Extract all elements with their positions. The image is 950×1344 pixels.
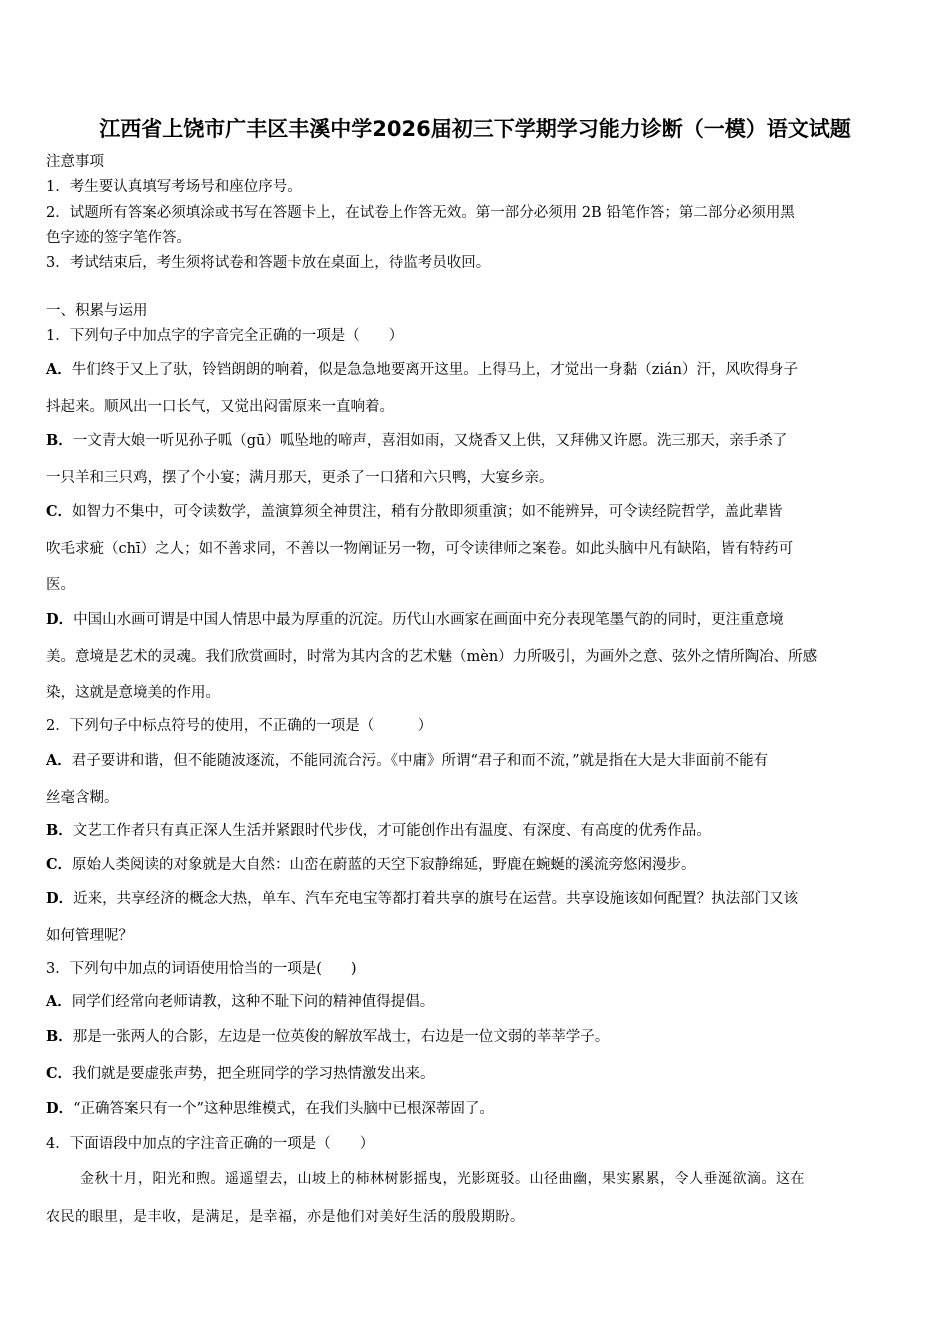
- q2-option-c: [46, 855, 906, 875]
- q2-option-b: [46, 821, 906, 841]
- option-text: 如智力不集中，可令读数学，盖演算须全神贯注，稍有分散即须重演；如不能辨异，可令读经院哲学，盖此辈皆: [72, 504, 783, 520]
- option-label: D．: [46, 890, 74, 907]
- q1-option-c-cont: 吹毛求疵（chī）之人；如不善求同，不善以一物阐证另一物，可令读律师之案卷。如此头脑中凡有缺陷，皆有特药可: [46, 541, 794, 557]
- q3-option-a: [46, 992, 906, 1012]
- q3-option-d: [46, 1099, 906, 1119]
- notice-item: 色字迹的签字笔作答。: [46, 230, 191, 246]
- notice-item: 1．考生要认真填写考场号和座位序号。: [46, 179, 302, 195]
- option-label: B．: [46, 822, 73, 839]
- notice-item: 2．试题所有答案必须填涂或书写在答题卡上，在试卷上作答无效。第一部分必须用 2B 铅笔作答；第二部分必须用黑: [46, 205, 795, 221]
- option-label: D．: [46, 1100, 74, 1117]
- question-1-stem: 1．下列句子中加点字的字音完全正确的一项是（ ）: [46, 328, 404, 344]
- q2-option-a: [46, 751, 906, 771]
- q1-option-b-cont: 一只羊和三只鸡，摆了个小宴；满月那天，更杀了一口猪和六只鸭，大宴乡亲。: [46, 470, 554, 486]
- q1-option-d-cont: 染，这就是意境美的作用。: [46, 685, 220, 701]
- q2-option-d-cont: 如何管理呢？: [46, 928, 133, 944]
- q1-option-d: [46, 610, 906, 630]
- question-3-stem: 3．下列句中加点的词语使用恰当的一项是( ): [46, 961, 357, 977]
- section-heading: 一、积累与运用: [46, 303, 148, 319]
- option-label: C．: [46, 856, 73, 873]
- q1-option-d-cont: 美。意境是艺术的灵魂。我们欣赏画时，时常为其内含的艺术魅（mèn）力所吸引，为画外之意、弦外之情所陶冶、所感: [46, 649, 818, 665]
- option-text: 我们就是要虚张声势，把全班同学的学习热情激发出来。: [72, 1066, 435, 1082]
- option-label: C．: [46, 1065, 73, 1082]
- q4-passage: 金秋十月，阳光和煦。遥遥望去，山坡上的柿林树影摇曳，光影斑驳。山径曲幽，果实累累，令人垂涎欲滴。这在: [80, 1171, 805, 1187]
- option-text: 一文青大娘一听见孙子呱（gū）呱坠地的啼声，喜泪如雨，又烧香又上供，又拜佛又许愿。洗三那天，亲手杀了: [72, 433, 788, 449]
- option-text: 原始人类阅读的对象就是大自然：山峦在蔚蓝的天空下寂静绵延，野鹿在蜿蜒的溪流旁悠闲漫步。: [72, 857, 696, 873]
- option-text: 那是一张两人的合影，左边是一位英俊的解放军战士，右边是一位文弱的莘莘学子。: [72, 1029, 610, 1045]
- q1-option-b: [46, 431, 906, 451]
- option-text: 君子要讲和谐，但不能随波逐流，不能同流合污。《中庸》所谓“君子和而不流，”就是指在大是大非面前不能有: [71, 753, 769, 769]
- option-label: A．: [46, 361, 72, 378]
- option-label: D．: [46, 611, 74, 628]
- question-4-stem: 4．下面语段中加点的字注音正确的一项是（ ）: [46, 1136, 375, 1152]
- question-2-stem: 2．下列句子中标点符号的使用，不正确的一项是（ ）: [46, 718, 433, 734]
- option-label: A．: [46, 993, 72, 1010]
- option-text: 同学们经常向老师请教，这种不耻下问的精神值得提倡。: [71, 994, 435, 1010]
- page-title: 江西省上饶市广丰区丰溪中学2026届初三下学期学习能力诊断（一模）语文试题: [99, 117, 851, 141]
- q1-option-c-cont: 医。: [46, 577, 75, 593]
- option-label: A．: [46, 752, 72, 769]
- q3-option-c: [46, 1064, 906, 1084]
- option-text: 近来，共享经济的概念大热，单车、汽车充电宝等都打着共享的旗号在运营。共享设施该如何配置？执法部门又该: [73, 891, 799, 907]
- option-label: B．: [46, 1028, 73, 1045]
- q1-option-a-cont: 抖起来。顺风出一口长气，又觉出闷雷原来一直响着。: [46, 399, 394, 415]
- notice-item: 3．考试结束后，考生须将试卷和答题卡放在桌面上，待监考员收回。: [46, 255, 491, 271]
- option-text: 文艺工作者只有真正深人生活并紧跟时代步伐，才可能创作出有温度、有深度、有高度的优秀作品。: [72, 823, 711, 839]
- q1-option-a: [46, 360, 906, 380]
- q3-option-b: [46, 1027, 906, 1047]
- q2-option-d: [46, 889, 906, 909]
- notice-heading: 注意事项: [46, 154, 104, 170]
- option-text: 牛们终于又上了驮，铃铛朗朗的响着，似是急急地要离开这里。上得马上，才觉出一身黏（zián）汗，风吹得身子: [71, 362, 799, 378]
- option-label: C．: [46, 503, 73, 520]
- q2-option-a-cont: 丝毫含糊。: [46, 790, 119, 806]
- q1-option-c: [46, 502, 906, 522]
- option-text: “正确答案只有一个”这种思维模式，在我们头脑中已根深蒂固了。: [73, 1101, 494, 1117]
- option-label: B．: [46, 432, 73, 449]
- option-text: 中国山水画可谓是中国人情思中最为厚重的沉淀。历代山水画家在画面中充分表现笔墨气韵的同时，更注重意境: [73, 612, 784, 628]
- q4-passage-cont: 农民的眼里，是丰收，是满足，是幸福，亦是他们对美好生活的殷殷期盼。: [46, 1209, 525, 1225]
